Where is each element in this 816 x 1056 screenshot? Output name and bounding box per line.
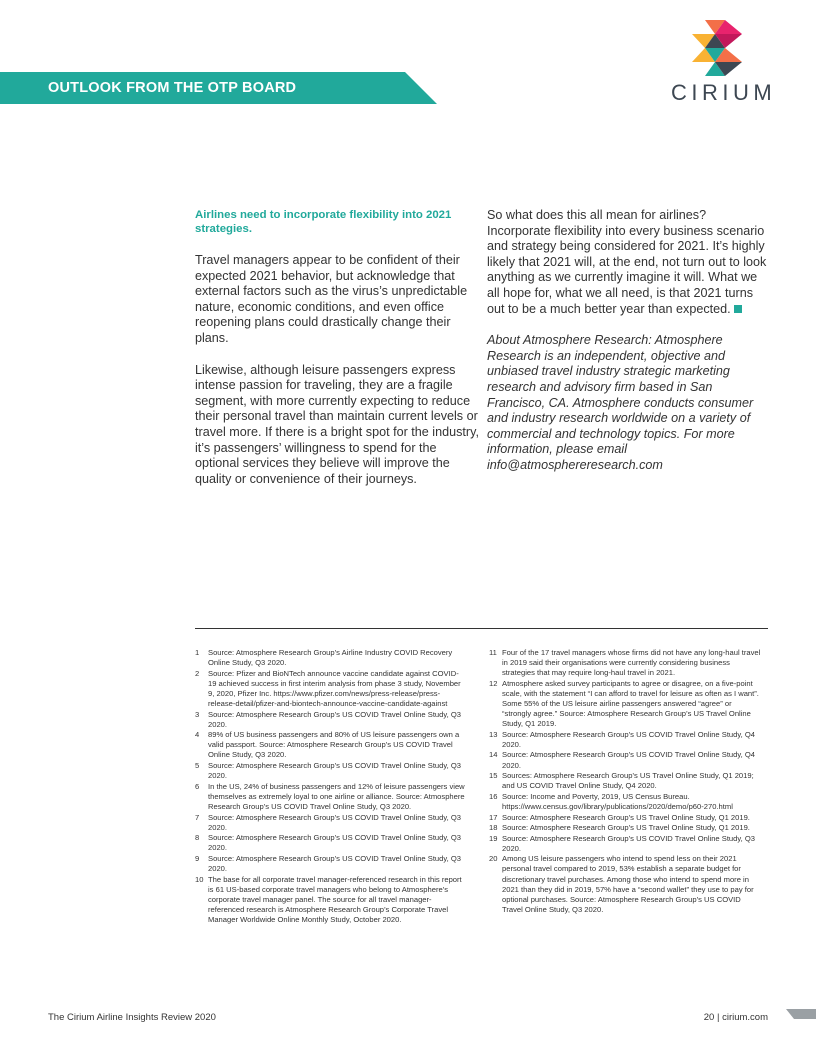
footnote: [489, 679, 761, 729]
footnote-text: The base for all corporate travel manager-referenced research in this report is 61 US-based corporate travel managers who belong to Atmosphere’s corporate travel manager panel. The source for all travel manager-referenced research is Atmosphere Research Group’s Corporate Travel Manager Worldwide Online Monthly Study, October 2020.: [208, 874, 462, 924]
footnotes-left: [195, 648, 467, 926]
footnote-number: 13: [489, 729, 498, 739]
footnote-number: 9: [195, 853, 200, 863]
footnote-text: Source: Atmosphere Research Group’s US COVID Travel Online Study, Q4 2020.: [502, 750, 755, 770]
about-atmosphere-research: About Atmosphere Research: Atmosphere Research is an independent, objective and unbiased travel industry strategic marketing research and advisory firm based in San Francisco, CA. Atmosphere conducts consumer and industry research worldwide on a variety of commercial and technology topics. For more information, please email info@atmosphereresearch.com: [487, 333, 754, 472]
footnote-text: Atmosphere asked survey participants to agree or disagree, on a five-point scale, with the statement “I can afford to travel for leisure as often as I want”. Some 55% of the US leisure airline passengers answered “agree” or “strongly agree.” Source: Atmosphere Research Group’s US Travel Online Study, Q1 2019.: [502, 678, 759, 729]
footnote-number: 1: [195, 648, 200, 657]
footnotes-right: [489, 648, 761, 915]
footnote-divider: [195, 628, 768, 629]
footer-site-link[interactable]: cirium.com: [722, 1012, 768, 1023]
footnote-number: 8: [195, 833, 200, 843]
footnote-number: 19: [489, 833, 498, 843]
footnote-number: 17: [489, 812, 498, 822]
footnote-text: Source: Atmosphere Research Group’s Airline Industry COVID Recovery Online Study, Q3 2020.: [208, 648, 453, 668]
footnote-text: Source: Atmosphere Research Group’s US COVID Travel Online Study, Q4 2020.: [502, 729, 755, 749]
conclusion-text: So what does this all mean for airlines? Incorporate flexibility into every business scenario and strategy being considered for 2021. It’s highly likely that 2021 will, at the end, not turn out to look anything as we currently imagine it will. What we all hope for, what we all need, is that 2021 turns out to be a much better year than expected.: [487, 208, 767, 316]
footnote: [195, 833, 467, 853]
footnote-number: 15: [489, 771, 498, 781]
footnote-text: Source: Pfizer and BioNTech announce vaccine candidate against COVID-19 achieved success in first interim analysis from phase 3 study, November 9, 2020, Pfizer Inc. https://www.pfizer.com/news/press-release/press-release-detail/pfizer-and-biontech-announce-vaccine-candidate-against: [208, 668, 461, 708]
footnote: [195, 710, 467, 730]
right-column: [487, 208, 772, 490]
end-mark-icon: [734, 305, 742, 313]
footnote: [489, 792, 761, 812]
footnote-number: 2: [195, 668, 200, 678]
footnote-number: 14: [489, 750, 498, 760]
footnote-text: Four of the 17 travel managers whose firms did not have any long-haul travel in 2019 said their organisations were currently considering business strategies that may require long-haul travel in 2021.: [502, 648, 761, 678]
left-column: [195, 208, 480, 503]
footnote-text: In the US, 24% of business passengers and 12% of leisure passengers view themselves as extremely loyal to one airline or alliance. Source: Atmosphere Research Group’s US COVID Travel Online Study, Q3 2020.: [208, 781, 465, 811]
footnote-text: Source: Atmosphere Research Group’s US COVID Travel Online Study, Q3 2020.: [208, 709, 461, 729]
footnote-text: Source: Atmosphere Research Group’s US COVID Travel Online Study, Q3 2020.: [208, 853, 461, 873]
footer-publication: The Cirium Airline Insights Review 2020: [48, 1012, 216, 1023]
footnote-number: 12: [489, 678, 498, 688]
footnote-number: 3: [195, 709, 200, 719]
cirium-logo-text: CIRIUM: [671, 80, 777, 105]
section-title: OUTLOOK FROM THE OTP BOARD: [48, 80, 297, 96]
footnote-text: Sources: Atmosphere Research Group’s US Travel Online Study, Q1 2019; and US COVID Travel Online Study, Q4 2020.: [502, 771, 754, 791]
footnote-number: 20: [489, 854, 498, 864]
footnote: [195, 648, 467, 668]
footnote-number: 6: [195, 781, 200, 791]
footnote-number: 11: [489, 648, 497, 657]
footnote: [489, 648, 761, 678]
footnote: [489, 730, 761, 750]
footnote-text: Among US leisure passengers who intend to spend less on their 2021 personal travel compared to 2019, 53% establish a separate budget for discretionary travel purchases. Among those who intend to spend more in 2021 than they did in 2019, 57% have a “second wallet” they use to pay for optional purchases. Source: Atmosphere Research Group’s US COVID Travel Online Study, Q3 2020.: [502, 854, 754, 914]
footnote: [195, 669, 467, 709]
footnote-text: Source: Atmosphere Research Group’s US Travel Online Study, Q1 2019.: [502, 823, 750, 833]
footnote: [489, 750, 761, 770]
footnote: [195, 761, 467, 781]
page-number: 20: [703, 1012, 715, 1023]
footnote: [195, 875, 467, 925]
footnote-number: 4: [195, 730, 200, 740]
footnote-text: Source: Atmosphere Research Group’s US COVID Travel Online Study, Q3 2020.: [208, 761, 461, 781]
footnote-number: 5: [195, 761, 200, 771]
footnote: [195, 854, 467, 874]
footnote-text: Source: Atmosphere Research Group’s US COVID Travel Online Study, Q3 2020.: [208, 812, 461, 832]
footnote: [489, 854, 761, 915]
footnote-text: Source: Atmosphere Research Group’s US Travel Online Study, Q1 2019.: [502, 812, 750, 822]
footnote-text: Source: Income and Poverty, 2019, US Census Bureau. https://www.census.gov/library/publications/2020/demo/p60-270.html: [502, 791, 733, 811]
footnote-number: 16: [489, 791, 498, 801]
paragraph: Travel managers appear to be confident of their expected 2021 behavior, but acknowledge that external factors such as the virus’s unpredictable nature, economic conditions, and even office reopening plans could drastically change their plans.: [195, 253, 468, 345]
footnote-text: Source: Atmosphere Research Group’s US COVID Travel Online Study, Q3 2020.: [502, 833, 755, 853]
page-edge-tab: [786, 1009, 816, 1019]
footnote: [489, 834, 761, 854]
footnote-text: Source: Atmosphere Research Group’s US COVID Travel Online Study, Q3 2020.: [208, 833, 461, 853]
footnote: [195, 730, 467, 760]
conclusion-paragraph: [487, 208, 772, 317]
footnote-text: 89% of US business passengers and 80% of US leisure passengers own a valid passport. Source: Atmosphere Research Group’s US COVID Travel Online Study, Q3 2020.: [208, 730, 460, 760]
footnote-number: 7: [195, 812, 200, 822]
footnote: [489, 813, 761, 823]
footnote-number: 18: [489, 823, 498, 833]
footnote-number: 10: [195, 874, 204, 884]
footnote: [489, 823, 761, 833]
footer-separator: |: [716, 1012, 720, 1023]
cirium-logo-icon: [692, 20, 742, 76]
subhead: Airlines need to incorporate flexibility into 2021 strategies.: [195, 209, 452, 235]
footer-page-info: [704, 1012, 768, 1023]
footnote: [489, 771, 761, 791]
footnote: [195, 782, 467, 812]
paragraph: Likewise, although leisure passengers express intense passion for traveling, they are a fragile segment, with more currently expecting to reduce their personal travel than maintain current levels or travel more. If there is a bright spot for the industry, it’s passengers’ willingness to spend for the optional services they believe will improve the quality or convenience of their journeys.: [195, 362, 479, 486]
footnote: [195, 813, 467, 833]
